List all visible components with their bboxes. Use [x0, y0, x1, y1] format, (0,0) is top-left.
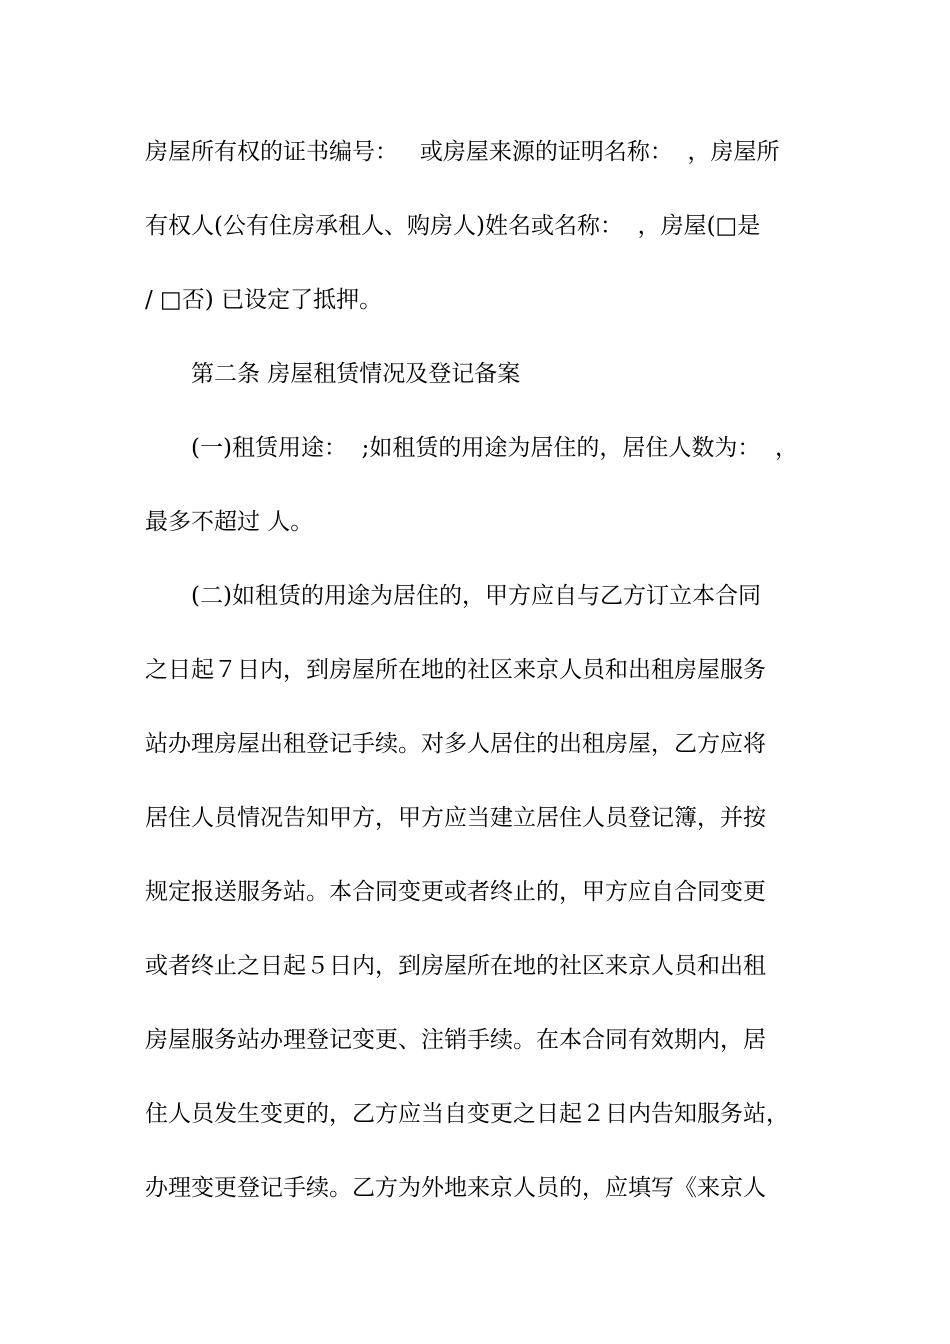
paragraph-line-3: / □否) 已设定了抵押。: [145, 287, 383, 313]
paragraph-line-2: 有权人(公有住房承租人、购房人)姓名或名称： ，房屋(□是: [145, 213, 761, 239]
paragraph-line-5: (一)租赁用途： ;如租赁的用途为居住的，居住人数为： ，: [191, 435, 798, 461]
paragraph-line-1: 房屋所有权的证书编号： 或房屋来源的证明名称： ，房屋所: [145, 139, 780, 165]
paragraph-line-14: 住人员发生变更的，乙方应当自变更之日起２日内告知服务站，: [145, 1101, 789, 1127]
paragraph-line-8: 之日起７日内，到房屋所在地的社区来京人员和出租房屋服务: [145, 657, 766, 683]
paragraph-line-6: 最多不超过 人。: [145, 509, 314, 535]
paragraph-line-11: 规定报送服务站。本合同变更或者终止的，甲方应自合同变更: [145, 879, 766, 905]
paragraph-line-13: 房屋服务站办理登记变更、注销手续。在本合同有效期内，居: [145, 1027, 766, 1053]
paragraph-line-10: 居住人员情况告知甲方，甲方应当建立居住人员登记簿，并按: [145, 805, 766, 831]
section-heading-article-2: 第二条 房屋租赁情况及登记备案: [191, 361, 521, 387]
paragraph-line-7: (二)如租赁的用途为居住的，甲方应自与乙方订立本合同: [191, 583, 761, 609]
paragraph-line-15: 办理变更登记手续。乙方为外地来京人员的，应填写《来京人: [145, 1175, 766, 1201]
paragraph-line-12: 或者终止之日起５日内，到房屋所在地的社区来京人员和出租: [145, 953, 766, 979]
paragraph-line-9: 站办理房屋出租登记手续。对多人居住的出租房屋，乙方应将: [145, 731, 766, 757]
